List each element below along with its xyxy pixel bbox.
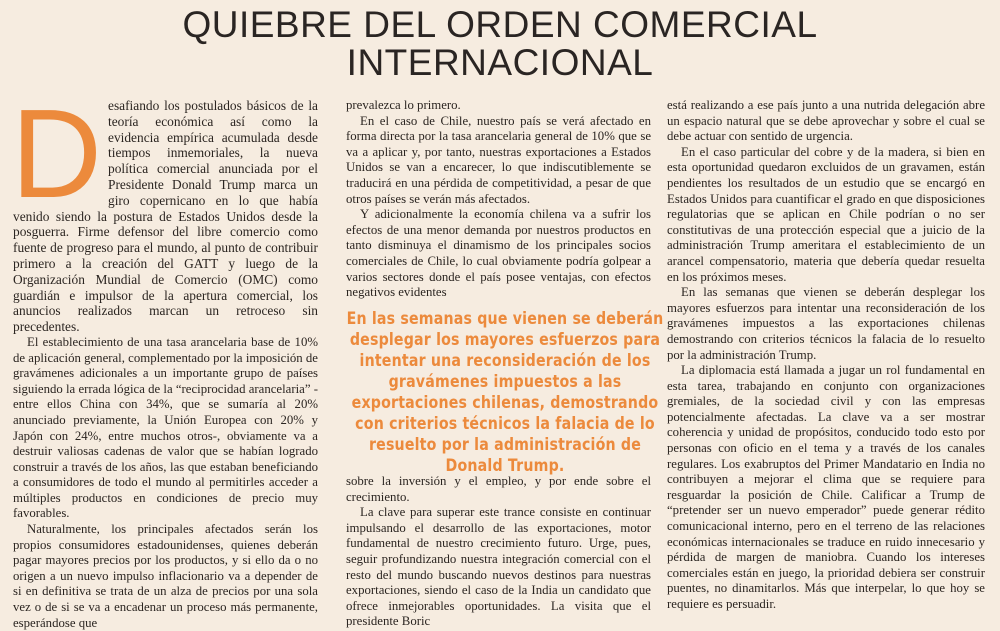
column-1	[11, 83, 318, 631]
drop-cap: D	[11, 83, 102, 224]
paragraph: La diplomacia está llamada a jugar un rol fundamental en esta tarea, trabajando en conjunto con organizaciones gremiales, de la sociedad civil y con las empresas potencialmente afectadas. La clave va a ser mostrar coherencia y unidad de propósitos, conducido todo esto por personas con oficio en el tema y a través de los canales regulares. Los exabruptos del Primer Mandatario en India no contribuyen a mejorar el clima que se requiere para resguardar la posición de Chile. Calificar a Trump de “pretender ser un nuevo emperador” puede generar rédito comunicacional interno, pero en el terreno de las relaciones económicas internacionales se traduce en ruido innecesario y pérdida de margen de maniobra. Cuando los intereses comerciales están en juego, la prioridad debiera ser construir puentes, no dinamitarlos. Más que interpelar, lo que hoy se requiere es persuadir.	[667, 363, 985, 611]
headline-line-1: QUIEBRE DEL ORDEN COMERCIAL	[182, 4, 818, 45]
paragraph: El establecimiento de una tasa arancelaria base de 10% de aplicación general, complementado por la imposición de gravámenes adicionales a un importante grupo de países siguiendo la errada lógica de la “reciprocidad arancelaria” -entre ellos China con 34%, que se sumaría al 20% anunciado previamente, la Unión Europea con 20% y Japón con 24%, entre muchos otros-, obviamente va a destruir valiosas cadenas de valor que se habían logrado construir a través de los años, las que estaban beneficiando a consumidores de todo el mundo al permitirles acceder a múltiples productos en condiciones de precio muy favorables.	[13, 334, 318, 521]
paragraph: Naturalmente, los principales afectados serán los propios consumidores estadounidenses, quienes deberán pagar mayores precios por los productos, y si ello da o no origen a un nuevo impulso inflacionario va a depender de si en definitiva se trata de un alza de precios por una sola vez o de si se va a encadenar un proceso más permanente, esperándose que	[13, 522, 318, 630]
paragraph: En las semanas que vienen se deberán desplegar los mayores esfuerzos para intentar una reconsideración de los gravámenes impuestos a las exportaciones chilenas demostrando con criterios técnicos la falacia de lo resuelto por la administración Trump.	[667, 285, 985, 362]
paragraph: La clave para superar este trance consiste en continuar impulsando el desarrollo de las exportaciones, motor fundamental de nuestro crecimiento futuro. Urge, pues, seguir profundizando nuestra integración comercial con el resto del mundo buscando nuevos destinos para nuestras exportaciones, siendo el caso de la India un candidato que ofrece inmejorables oportunidades. La visita que el presidente Boric	[346, 505, 651, 629]
paragraph: está realizando a ese país junto a una nutrida delegación abre un espacio natural que se debe aprovechar y sobre el cual se debe actuar con sentido de urgencia.	[667, 98, 985, 144]
paragraph: prevalezca lo primero.	[346, 98, 461, 112]
headline	[0, 6, 1000, 82]
column-2-bottom	[346, 474, 651, 630]
paragraph: sobre la inversión y el empleo, y por ende sobre el crecimiento.	[346, 474, 651, 504]
column-3	[667, 98, 985, 613]
paragraph: En el caso de Chile, nuestro país se verá afectado en forma directa por la tasa arancelaria general de 10% que se va a aplicar y, por tanto, nuestras exportaciones a Estados Unidos se van a encarecer, lo que indiscutiblemente se traducirá en una pérdida de competitividad, a pesar de que otros países se verán más afectados.	[346, 113, 651, 206]
lead-paragraph: esafiando los postulados básicos de la teoría económica así como la evidencia empírica acumulada desde tiempos inmemoriales, la nueva política comercial anunciada por el Presidente Donald Trump marca un giro copernicano en lo que había venido siendo la postura de Estados Unidos desde la posguerra. Firme defensor del libre comercio como fuente de progreso para el mundo, al punto de contribuir primero a la creación del GATT y luego de la Organización Mundial de Comercio (OMC) como guardián e impulsor de la apertura comercial, los anuncios realizados marcan un retroceso sin precedentes.	[13, 98, 318, 335]
paragraph: En el caso particular del cobre y de la madera, si bien en esta oportunidad quedaron excluidos de un gravamen, están pendientes los resultados de un estudio que se encargó en Estados Unidos para cuantificar el grado en que disposiciones regulatorias que se aplican en Chile podrían o no ser constitutivas de una protección especial que a juicio de la administración Trump ameritara el establecimiento de un arancel compensatorio, materia que debería quedar resuelta en los próximos meses.	[667, 144, 985, 284]
pull-quote: En las semanas que vienen se deberán desplegar los mayores esfuerzos para intentar una reconsideración de los gravámenes impuestos a las exportaciones chilenas, demostrando con criterios técnicos la falacia de lo resuelto por la administración de Donald Trump.	[346, 309, 664, 475]
paragraph: Y adicionalmente la economía chilena va a sufrir los efectos de una menor demanda por nuestros productos en tanto disminuya el dinamismo de los principales socios comerciales de Chile, lo cual obviamente podría golpear a varios sectores donde el país posee ventajas, con efectos negativos evidentes	[346, 207, 651, 300]
headline-line-2: INTERNACIONAL	[346, 42, 654, 83]
column-2-top	[346, 98, 651, 301]
